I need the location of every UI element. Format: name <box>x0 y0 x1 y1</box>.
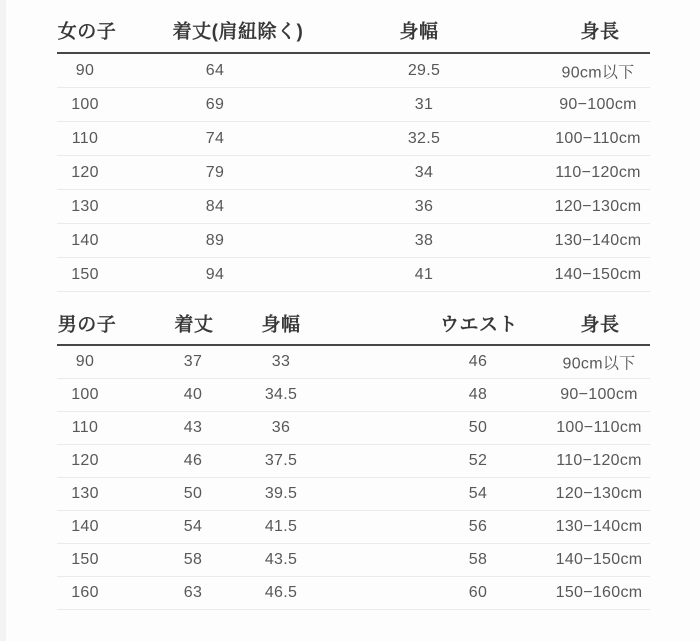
boys-table-row <box>57 445 650 478</box>
boys-column-header: 男の子 <box>57 314 117 336</box>
boys-cell: 39.5 <box>264 485 298 502</box>
girls-cell: 90cm以下 <box>561 64 635 81</box>
girls-cell: 100−110cm <box>555 129 641 147</box>
boys-cell: 40 <box>183 386 203 403</box>
boys-cell: 54 <box>183 518 203 535</box>
girls-cell: 130−140cm <box>554 231 642 249</box>
boys-cell: 63 <box>183 584 203 601</box>
girls-cell: 41 <box>414 265 434 283</box>
boys-cell: 50 <box>468 419 488 436</box>
girls-cell: 34 <box>414 163 434 181</box>
girls-column-header: 身長 <box>580 21 620 43</box>
girls-size-table <box>57 8 650 292</box>
girls-cell: 64 <box>205 61 225 79</box>
boys-cell: 120 <box>71 452 99 469</box>
boys-cell: 140 <box>71 518 99 535</box>
boys-table-row <box>57 478 650 511</box>
boys-column-header: 身幅 <box>261 314 301 336</box>
boys-cell: 120−130cm <box>555 485 643 502</box>
boys-cell: 41.5 <box>264 518 298 535</box>
boys-cell: 43 <box>183 419 203 436</box>
boys-cell: 52 <box>468 452 488 469</box>
boys-cell: 58 <box>468 551 488 568</box>
boys-cell: 60 <box>468 584 488 601</box>
boys-cell: 33 <box>271 353 291 370</box>
girls-cell: 29.5 <box>407 61 441 79</box>
girls-cell: 84 <box>205 197 225 215</box>
boys-cell: 43.5 <box>264 551 298 568</box>
girls-cell: 120−130cm <box>554 197 642 215</box>
boys-cell: 58 <box>183 551 203 568</box>
girls-column-header: 女の子 <box>57 21 117 43</box>
boys-table-row <box>57 544 650 577</box>
boys-cell: 34.5 <box>264 386 298 403</box>
girls-cell: 79 <box>205 163 225 181</box>
girls-cell: 90−100cm <box>559 95 637 113</box>
boys-cell: 100−110cm <box>556 419 642 436</box>
girls-table-header-row <box>57 8 650 54</box>
girls-table-row <box>57 122 650 156</box>
girls-cell: 130 <box>71 197 99 215</box>
boys-cell: 48 <box>468 386 488 403</box>
boys-cell: 90cm以下 <box>562 355 636 373</box>
boys-table-header-row <box>57 302 650 346</box>
girls-cell: 110 <box>71 129 99 147</box>
boys-cell: 37.5 <box>264 452 298 469</box>
girls-cell: 36 <box>414 197 434 215</box>
boys-cell: 100 <box>71 386 99 403</box>
boys-cell: 37 <box>183 353 203 370</box>
girls-cell: 110−120cm <box>555 163 641 181</box>
boys-cell: 36 <box>271 419 291 436</box>
girls-cell: 32.5 <box>407 129 441 147</box>
girls-column-header: 着丈(肩紐除く) <box>172 21 304 43</box>
girls-cell: 31 <box>414 95 434 113</box>
girls-cell: 150 <box>71 265 99 283</box>
girls-cell: 140−150cm <box>554 265 642 283</box>
boys-cell: 110−120cm <box>556 452 642 469</box>
girls-cell: 100 <box>71 95 99 113</box>
boys-table-row <box>57 346 650 379</box>
boys-cell: 160 <box>71 584 99 601</box>
girls-table-row <box>57 258 650 292</box>
boys-cell: 46.5 <box>264 584 298 601</box>
boys-column-header: 着丈 <box>174 314 214 336</box>
boys-cell: 150 <box>71 551 99 568</box>
boys-cell: 46 <box>183 452 203 469</box>
boys-size-table <box>57 302 650 610</box>
girls-cell: 140 <box>71 231 99 249</box>
boys-cell: 56 <box>468 518 488 535</box>
girls-table-row <box>57 156 650 190</box>
girls-table-row <box>57 88 650 122</box>
boys-cell: 130−140cm <box>555 518 643 535</box>
girls-cell: 94 <box>205 265 225 283</box>
boys-cell: 90−100cm <box>560 386 638 403</box>
boys-table-row <box>57 511 650 544</box>
boys-table-row <box>57 379 650 412</box>
boys-cell: 54 <box>468 485 488 502</box>
girls-column-header: 身幅 <box>399 21 439 43</box>
girls-cell: 38 <box>414 231 434 249</box>
girls-table-row <box>57 190 650 224</box>
boys-cell: 46 <box>468 353 488 370</box>
boys-table-row <box>57 412 650 445</box>
girls-table-body <box>57 54 650 292</box>
girls-table-row <box>57 224 650 258</box>
boys-column-header: ウエスト <box>439 314 519 336</box>
boys-cell: 50 <box>183 485 203 502</box>
boys-column-header: 身長 <box>580 314 620 336</box>
boys-cell: 150−160cm <box>555 584 643 601</box>
boys-table-row <box>57 577 650 610</box>
boys-table-body <box>57 346 650 610</box>
girls-table-row <box>57 54 650 88</box>
girls-cell: 90 <box>75 61 95 79</box>
girls-cell: 89 <box>205 231 225 249</box>
boys-cell: 110 <box>71 419 99 436</box>
boys-cell: 130 <box>71 485 99 502</box>
boys-cell: 90 <box>75 353 95 370</box>
girls-cell: 120 <box>71 163 99 181</box>
left-edge-shade <box>0 0 6 641</box>
girls-cell: 74 <box>205 129 225 147</box>
girls-cell: 69 <box>205 95 225 113</box>
boys-cell: 140−150cm <box>555 551 643 568</box>
